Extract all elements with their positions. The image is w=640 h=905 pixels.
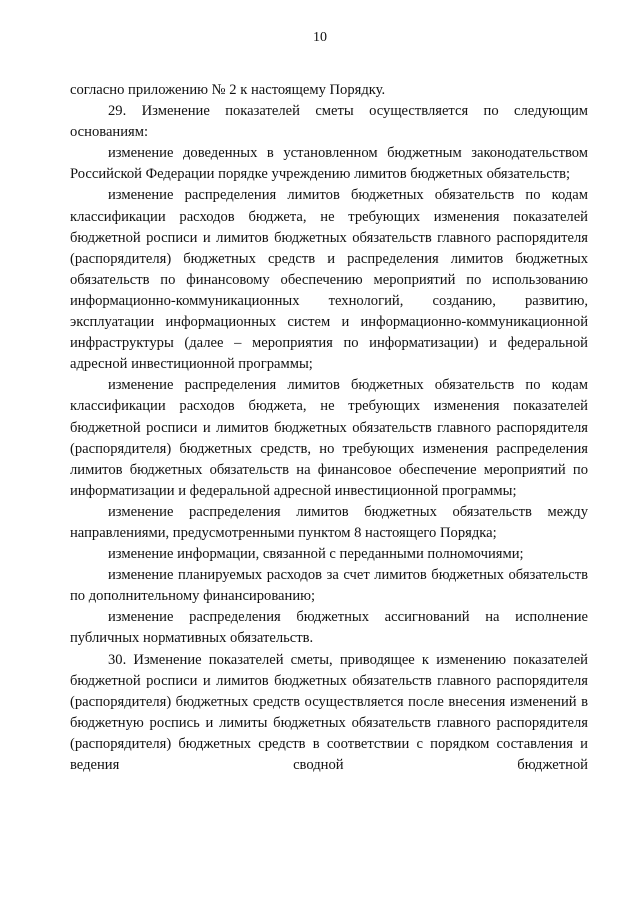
paragraph-additional-financing: изменение планируемых расходов за счет лимитов бюджетных обязательств по дополнительному финансированию; bbox=[70, 567, 588, 605]
paragraph-directions-change: изменение распределения лимитов бюджетных обязательств между направлениями, предусмотренными пунктом 8 настоящего Порядка; bbox=[70, 503, 588, 541]
paragraph-distribution-change: изменение распределения лимитов бюджетных обязательств по кодам классификации расходов бюджета, не требующих изменения показателей бюджетной росписи и лимитов бюджетных обязательств главного распорядителя (распорядителя) бюджетных средств и распределения лимитов бюджетных обязательств по финансовому обеспечению мероприятий по использованию информационно-коммуникационных технологий, созданию, развитию, эксплуатации информационных систем и информационно-коммуникационной инфраструктуры (далее – мероприятия по информатизации) и федеральной адресной инвестиционной программы; bbox=[70, 187, 588, 373]
document-body bbox=[70, 80, 588, 776]
paragraph-item-30: 30. Изменение показателей сметы, приводящее к изменению показателей бюджетной росписи и лимитов бюджетных обязательств главного распорядителя (распорядителя) бюджетных средств осуществляется после внесения изменений в бюджетную роспись и лимиты бюджетных обязательств главного распорядителя (распорядителя) бюджетных средств в соответствии с порядком составления и ведения сводной бюджетной bbox=[70, 651, 588, 773]
paragraph-public-obligations: изменение распределения бюджетных ассигнований на исполнение публичных нормативных обязательств. bbox=[70, 609, 588, 647]
paragraph-limits-change: изменение доведенных в установленном бюджетным законодательством Российской Федерации порядке учреждению лимитов бюджетных обязательств; bbox=[70, 145, 588, 183]
paragraph-continuation: согласно приложению № 2 к настоящему Порядку. bbox=[70, 82, 386, 98]
page-number: 10 bbox=[313, 30, 327, 45]
paragraph-item-29: 29. Изменение показателей сметы осуществляется по следующим основаниям: bbox=[70, 103, 588, 141]
paragraph-distribution-informatization: изменение распределения лимитов бюджетных обязательств по кодам классификации расходов бюджета, не требующих изменения показателей бюджетной росписи и лимитов бюджетных обязательств главного распорядителя (распорядителя) бюджетных средств, но требующих изменения распределения лимитов бюджетных обязательств на финансовое обеспечение мероприятий по информатизации и федеральной адресной инвестиционной программы; bbox=[70, 377, 588, 499]
paragraph-delegated-powers: изменение информации, связанной с переданными полномочиями; bbox=[108, 546, 524, 563]
